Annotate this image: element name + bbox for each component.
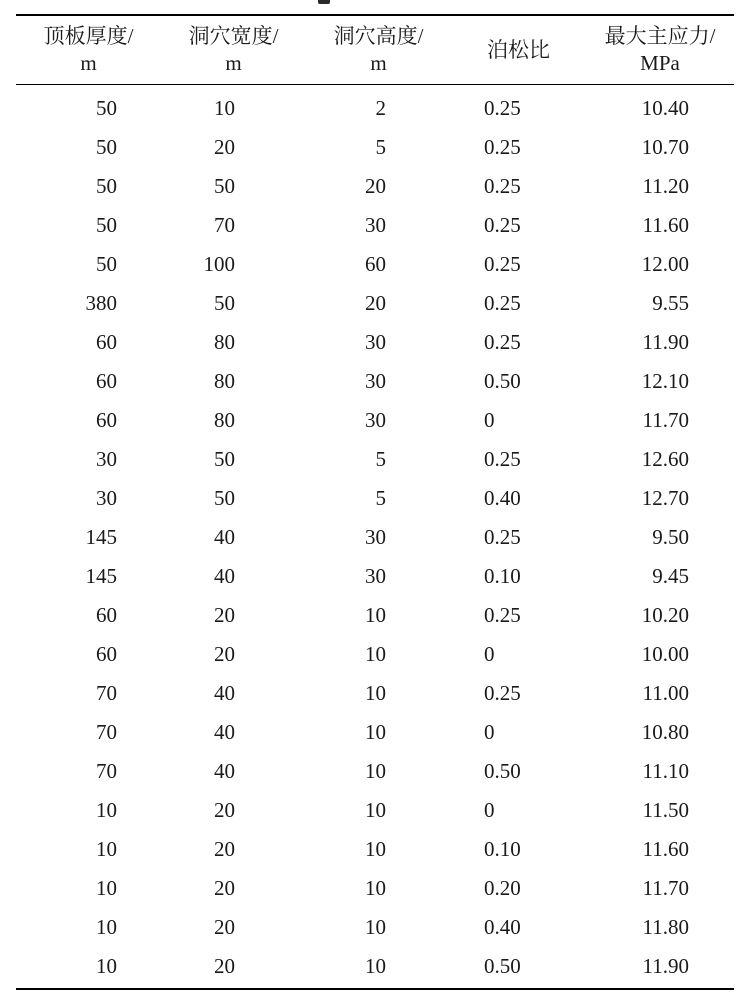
header-cave-height (306, 15, 451, 85)
poisson-ratio-cell: 0.50 (484, 369, 521, 393)
poisson-ratio-cell: 0.25 (484, 603, 521, 627)
cave-height-cell: 30 (365, 408, 386, 432)
poisson-ratio-cell: 0 (484, 720, 495, 744)
cave-width-cell: 20 (214, 876, 235, 900)
table-row (16, 206, 734, 245)
max-stress-cell: 12.00 (641, 252, 689, 276)
cave-height-cell: 5 (375, 486, 386, 510)
header-poisson-ratio (451, 15, 586, 85)
cave-width-cell: 50 (214, 447, 235, 471)
table-row (16, 557, 734, 596)
cave-height-cell: 30 (365, 213, 386, 237)
poisson-ratio-cell: 0 (484, 408, 495, 432)
roof-thickness-cell: 60 (96, 642, 117, 666)
table-row (16, 167, 734, 206)
roof-thickness-cell: 50 (96, 174, 117, 198)
cave-height-cell: 30 (365, 525, 386, 549)
table-row (16, 323, 734, 362)
max-stress-cell: 11.60 (642, 213, 689, 237)
cave-height-cell: 5 (375, 135, 386, 159)
cave-height-cell: 10 (365, 798, 386, 822)
cave-width-cell: 20 (214, 603, 235, 627)
cave-height-cell: 20 (365, 174, 386, 198)
cave-width-cell: 80 (214, 330, 235, 354)
stress-data-table (16, 14, 734, 990)
cave-width-cell: 20 (214, 954, 235, 978)
cave-height-cell: 10 (365, 837, 386, 861)
header-cave-height-unit: m (370, 51, 387, 75)
roof-thickness-cell: 10 (96, 798, 117, 822)
poisson-ratio-cell: 0.25 (484, 447, 521, 471)
header-roof-thickness-unit: m (80, 51, 97, 75)
poisson-ratio-cell: 0.40 (484, 915, 521, 939)
roof-thickness-cell: 10 (96, 876, 117, 900)
poisson-ratio-cell: 0.10 (484, 837, 521, 861)
table-row (16, 752, 734, 791)
header-roof-thickness (16, 15, 161, 85)
max-stress-cell: 10.70 (641, 135, 689, 159)
table-row (16, 128, 734, 167)
roof-thickness-cell: 50 (96, 96, 117, 120)
roof-thickness-cell: 380 (85, 291, 117, 315)
cave-width-cell: 50 (214, 174, 235, 198)
poisson-ratio-cell: 0 (484, 798, 495, 822)
cave-width-cell: 40 (214, 759, 235, 783)
table-row (16, 869, 734, 908)
cave-width-cell: 70 (214, 213, 235, 237)
max-stress-cell: 11.70 (642, 876, 689, 900)
cave-height-cell: 10 (365, 681, 386, 705)
table-row (16, 479, 734, 518)
max-stress-cell: 11.80 (642, 915, 689, 939)
cave-width-cell: 80 (214, 408, 235, 432)
cave-height-cell: 10 (365, 603, 386, 627)
roof-thickness-cell: 60 (96, 369, 117, 393)
max-stress-cell: 12.10 (641, 369, 689, 393)
max-stress-cell: 11.90 (642, 954, 689, 978)
header-cave-width-unit: m (225, 51, 242, 75)
cave-height-cell: 20 (365, 291, 386, 315)
poisson-ratio-cell: 0 (484, 642, 495, 666)
cave-width-cell: 20 (214, 798, 235, 822)
roof-thickness-cell: 10 (96, 954, 117, 978)
cave-width-cell: 80 (214, 369, 235, 393)
header-roof-thickness-name: 顶板厚度/ (43, 24, 134, 48)
cave-width-cell: 40 (214, 525, 235, 549)
header-max-principal-stress-name: 最大主应力/ (604, 24, 716, 48)
poisson-ratio-cell: 0.40 (484, 486, 521, 510)
max-stress-cell: 10.00 (641, 642, 689, 666)
cave-width-cell: 50 (214, 486, 235, 510)
header-cave-height-name: 洞穴高度/ (333, 24, 424, 48)
table-row (16, 362, 734, 401)
cave-height-cell: 10 (365, 642, 386, 666)
table-row (16, 440, 734, 479)
max-stress-cell: 12.60 (641, 447, 689, 471)
roof-thickness-cell: 50 (96, 252, 117, 276)
roof-thickness-cell: 145 (85, 564, 117, 588)
header-poisson-ratio-name: 泊松比 (487, 37, 550, 62)
table-header (16, 15, 734, 85)
cave-width-cell: 10 (214, 96, 235, 120)
cave-width-cell: 40 (214, 564, 235, 588)
poisson-ratio-cell: 0.25 (484, 330, 521, 354)
poisson-ratio-cell: 0.10 (484, 564, 521, 588)
table-row (16, 518, 734, 557)
header-max-principal-stress-unit: MPa (640, 51, 680, 75)
max-stress-cell: 11.20 (642, 174, 689, 198)
cave-height-cell: 2 (375, 96, 386, 120)
poisson-ratio-cell: 0.25 (484, 525, 521, 549)
roof-thickness-cell: 60 (96, 408, 117, 432)
cave-width-cell: 40 (214, 681, 235, 705)
cave-width-cell: 40 (214, 720, 235, 744)
roof-thickness-cell: 50 (96, 213, 117, 237)
max-stress-cell: 12.70 (641, 486, 689, 510)
cave-height-cell: 30 (365, 564, 386, 588)
poisson-ratio-cell: 0.25 (484, 96, 521, 120)
table-row (16, 245, 734, 284)
poisson-ratio-cell: 0.25 (484, 135, 521, 159)
cave-width-cell: 20 (214, 135, 235, 159)
poisson-ratio-cell: 0.25 (484, 252, 521, 276)
max-stress-cell: 11.10 (642, 759, 689, 783)
poisson-ratio-cell: 0.25 (484, 291, 521, 315)
cave-height-cell: 10 (365, 759, 386, 783)
header-row (16, 15, 734, 85)
max-stress-cell: 9.45 (652, 564, 689, 588)
cave-width-cell: 100 (203, 252, 235, 276)
table-row (16, 401, 734, 440)
table-row (16, 635, 734, 674)
table-row (16, 85, 734, 129)
max-stress-cell: 11.90 (642, 330, 689, 354)
max-stress-cell: 11.60 (642, 837, 689, 861)
cave-height-cell: 10 (365, 720, 386, 744)
poisson-ratio-cell: 0.50 (484, 759, 521, 783)
table-row (16, 674, 734, 713)
roof-thickness-cell: 10 (96, 837, 117, 861)
poisson-ratio-cell: 0.25 (484, 213, 521, 237)
roof-thickness-cell: 30 (96, 486, 117, 510)
roof-thickness-cell: 30 (96, 447, 117, 471)
max-stress-cell: 11.70 (642, 408, 689, 432)
cave-width-cell: 50 (214, 291, 235, 315)
poisson-ratio-cell: 0.25 (484, 174, 521, 198)
roof-thickness-cell: 70 (96, 759, 117, 783)
poisson-ratio-cell: 0.25 (484, 681, 521, 705)
roof-thickness-cell: 145 (85, 525, 117, 549)
cave-height-cell: 30 (365, 330, 386, 354)
cave-width-cell: 20 (214, 642, 235, 666)
max-stress-cell: 11.00 (642, 681, 689, 705)
roof-thickness-cell: 70 (96, 681, 117, 705)
max-stress-cell: 10.20 (641, 603, 689, 627)
cave-width-cell: 20 (214, 837, 235, 861)
table-row (16, 947, 734, 989)
max-stress-cell: 10.80 (641, 720, 689, 744)
roof-thickness-cell: 50 (96, 135, 117, 159)
cave-height-cell: 60 (365, 252, 386, 276)
max-stress-cell: 10.40 (641, 96, 689, 120)
header-cave-width-name: 洞穴宽度/ (188, 24, 279, 48)
cave-height-cell: 10 (365, 954, 386, 978)
table-row (16, 284, 734, 323)
header-cave-width (161, 15, 306, 85)
cave-height-cell: 10 (365, 915, 386, 939)
max-stress-cell: 9.55 (652, 291, 689, 315)
poisson-ratio-cell: 0.50 (484, 954, 521, 978)
cave-width-cell: 20 (214, 915, 235, 939)
table-row (16, 596, 734, 635)
roof-thickness-cell: 60 (96, 603, 117, 627)
poisson-ratio-cell: 0.20 (484, 876, 521, 900)
table-body (16, 85, 734, 990)
table-row (16, 908, 734, 947)
header-max-principal-stress (586, 15, 734, 85)
table-row (16, 791, 734, 830)
roof-thickness-cell: 70 (96, 720, 117, 744)
max-stress-cell: 9.50 (652, 525, 689, 549)
caption-fragment (318, 0, 330, 4)
table-row (16, 830, 734, 869)
max-stress-cell: 11.50 (642, 798, 689, 822)
cave-height-cell: 5 (375, 447, 386, 471)
roof-thickness-cell: 60 (96, 330, 117, 354)
table-row (16, 713, 734, 752)
roof-thickness-cell: 10 (96, 915, 117, 939)
cave-height-cell: 30 (365, 369, 386, 393)
cave-height-cell: 10 (365, 876, 386, 900)
